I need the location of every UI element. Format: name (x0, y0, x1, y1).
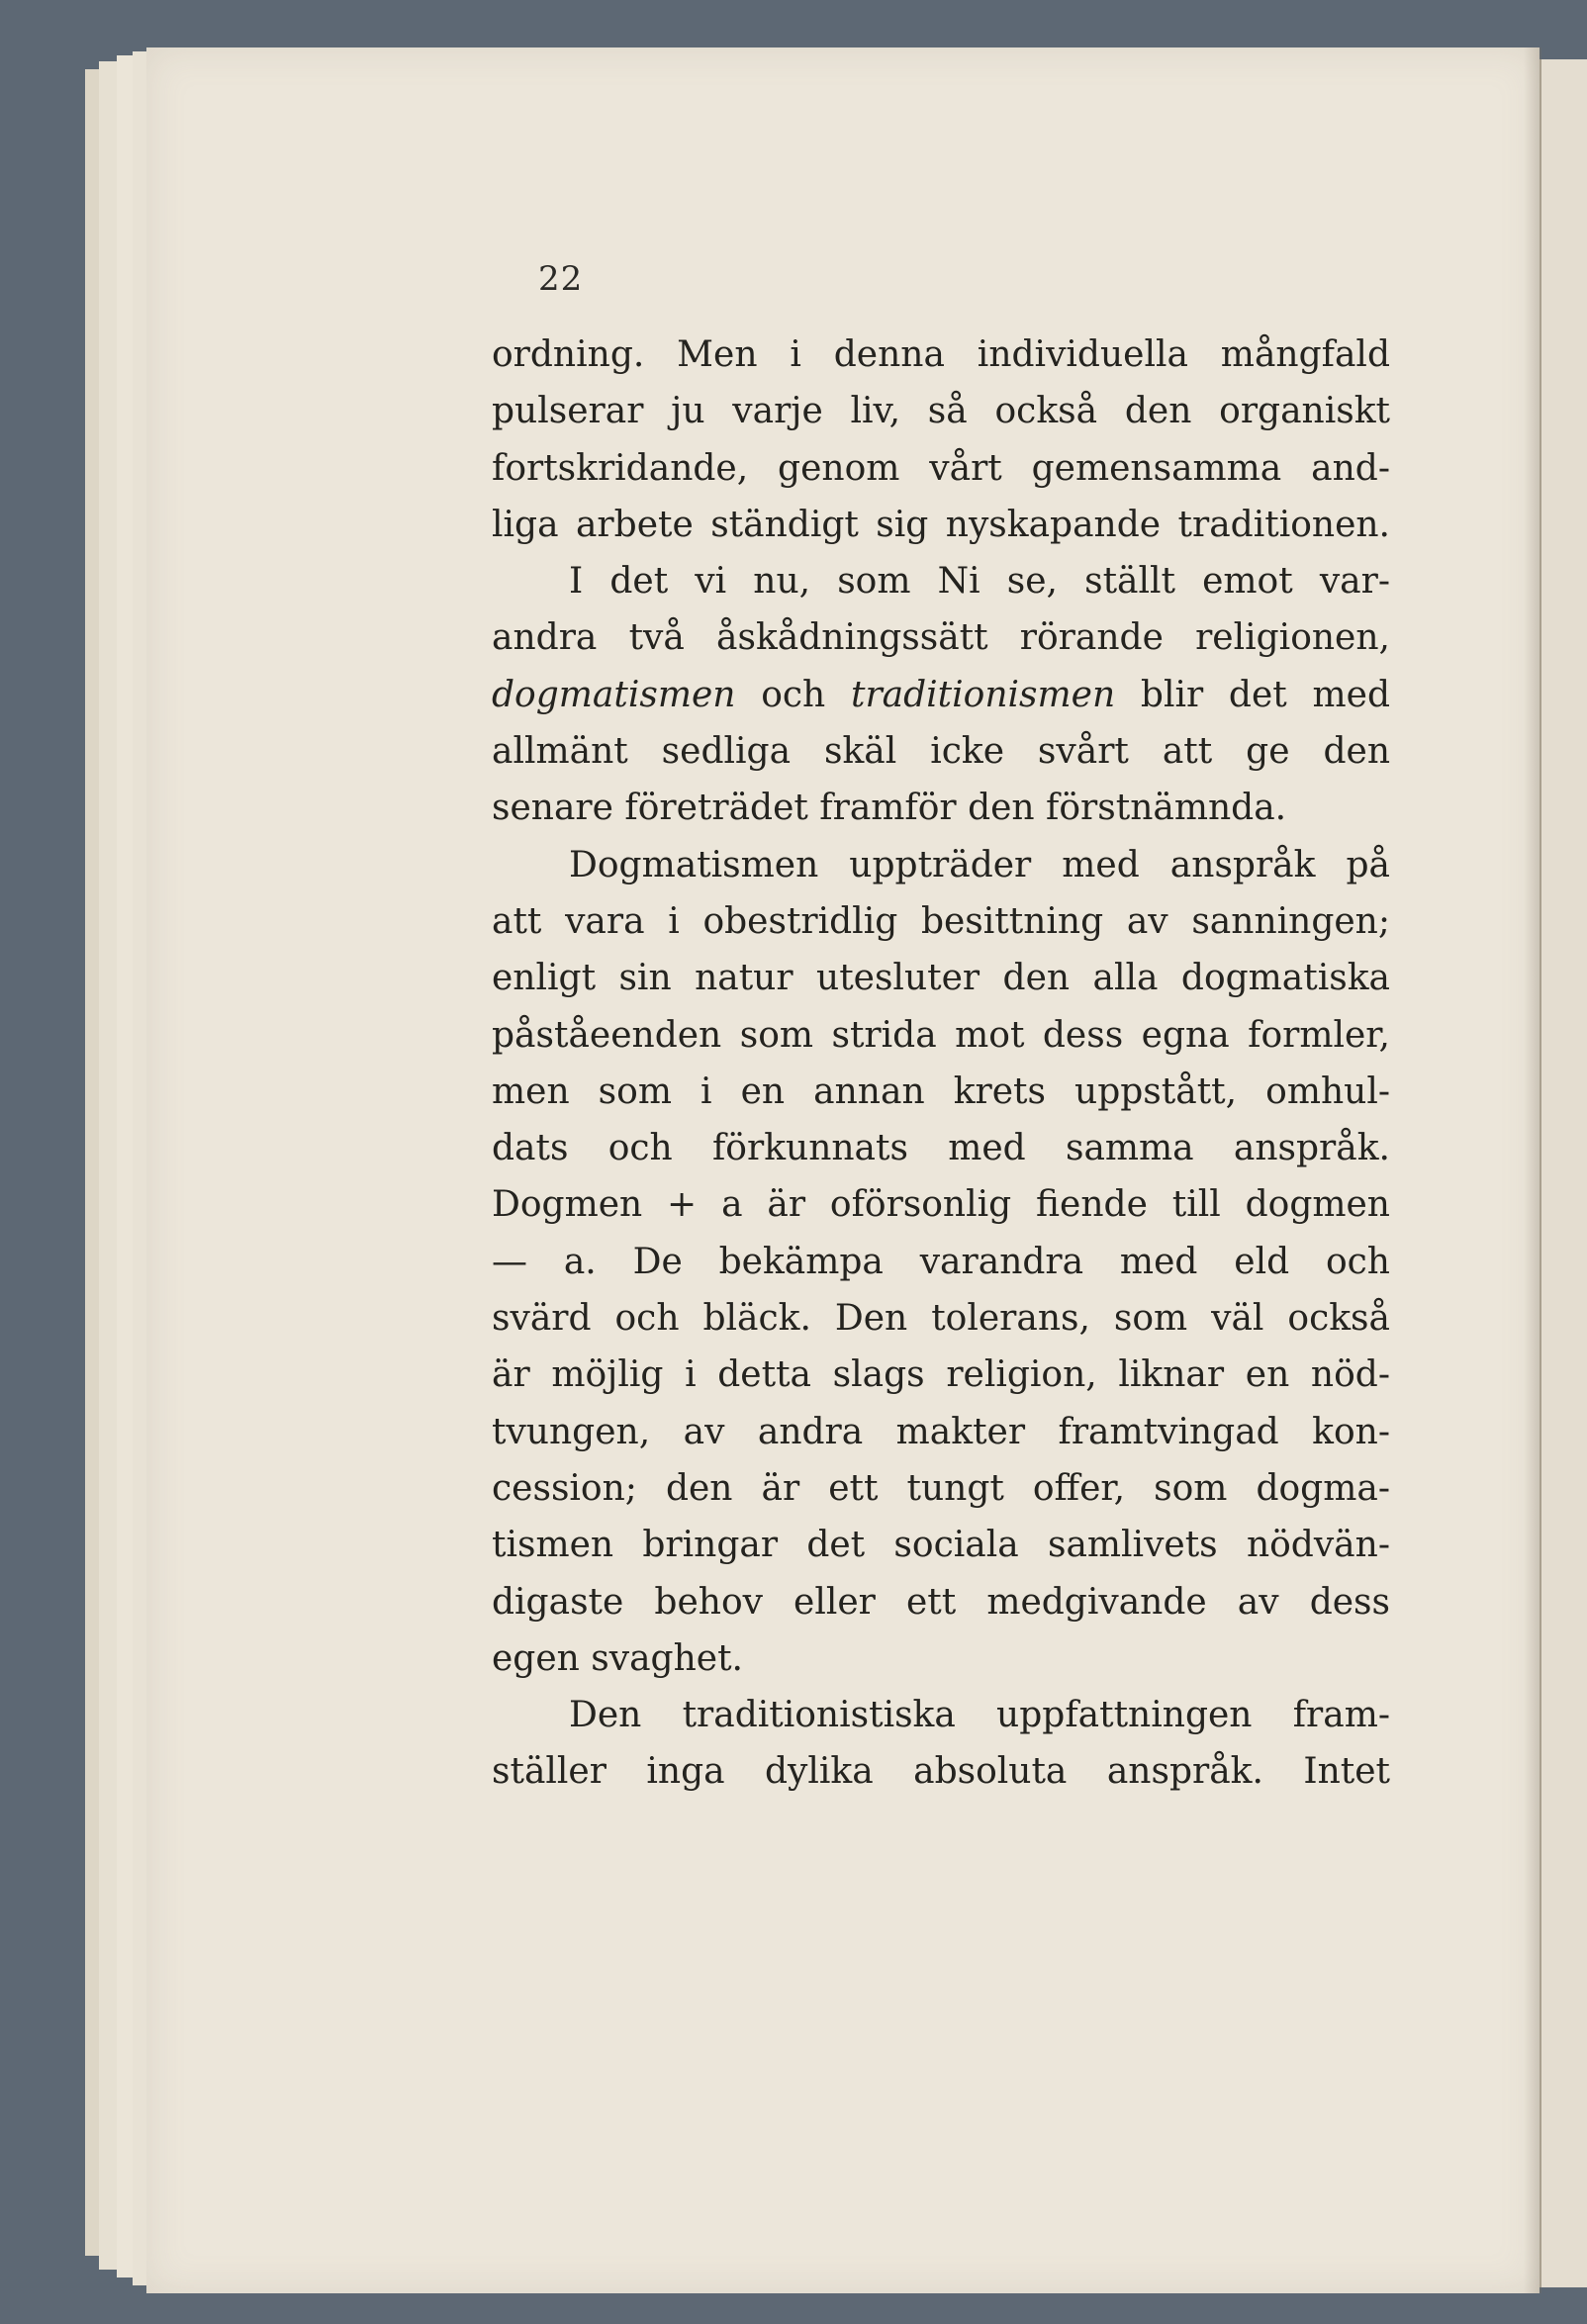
text-line: att vara i obestridlig besittning av sanningen; (492, 900, 1390, 942)
text-line: digaste behov eller ett medgivande av dess (492, 1581, 1390, 1623)
text-line: senare företrädet framför den förstnämnda. (492, 788, 1287, 829)
italic-term: traditionismen (850, 674, 1116, 715)
text-line: tvungen, av andra makter framtvingad kon- (492, 1411, 1390, 1452)
facing-page (1540, 59, 1587, 2287)
text-line: pulserar ju varje liv, så också den organiskt (492, 391, 1390, 432)
text-line: är möjlig i detta slags religion, liknar en nöd- (492, 1354, 1390, 1396)
text-line: egen svaghet. (492, 1637, 744, 1679)
text-line: ordning. Men i denna individuella mångfald (492, 334, 1390, 375)
text-fragment: blir det med (1115, 674, 1390, 715)
text-line: Dogmen + a är oförsonlig fiende till dogmen (492, 1184, 1390, 1226)
page-gutter (1524, 47, 1541, 2293)
text-line: allmänt sedliga skäl icke svårt att ge den (492, 731, 1390, 773)
text-line: liga arbete ständigt sig nyskapande traditionen. (492, 504, 1390, 545)
text-line: svärd och bläck. Den tolerans, som väl också (492, 1298, 1390, 1340)
italic-term: dogmatismen (492, 674, 736, 715)
text-line: dats och förkunnats med samma anspråk. (492, 1128, 1390, 1169)
text-line: cession; den är ett tungt offer, som dogma- (492, 1467, 1390, 1509)
text-line: ställer inga dylika absoluta anspråk. Intet (492, 1751, 1390, 1793)
text-line: påståeenden som strida mot dess egna formler, (492, 1014, 1390, 1056)
text-line: andra två åskådningssätt rörande religionen, (492, 617, 1390, 659)
text-line (492, 667, 1390, 723)
body-text (492, 326, 1390, 1801)
text-line: Den traditionistiska uppfattningen fram- (569, 1695, 1390, 1736)
text-line: fortskridande, genom vårt gemensamma and- (492, 447, 1390, 489)
text-line: Dogmatismen uppträder med anspråk på (569, 844, 1390, 885)
text-line: — a. De bekämpa varandra med eld och (492, 1241, 1390, 1282)
text-line: enligt sin natur utesluter den alla dogmatiska (492, 958, 1390, 999)
text-line: I det vi nu, som Ni se, ställt emot var- (569, 561, 1390, 603)
text-line: tismen bringar det sociala samlivets nödvän- (492, 1525, 1390, 1566)
text-fragment: och (735, 674, 851, 715)
page-number: 22 (538, 259, 584, 299)
text-line: men som i en annan krets uppstått, omhul- (492, 1070, 1390, 1112)
